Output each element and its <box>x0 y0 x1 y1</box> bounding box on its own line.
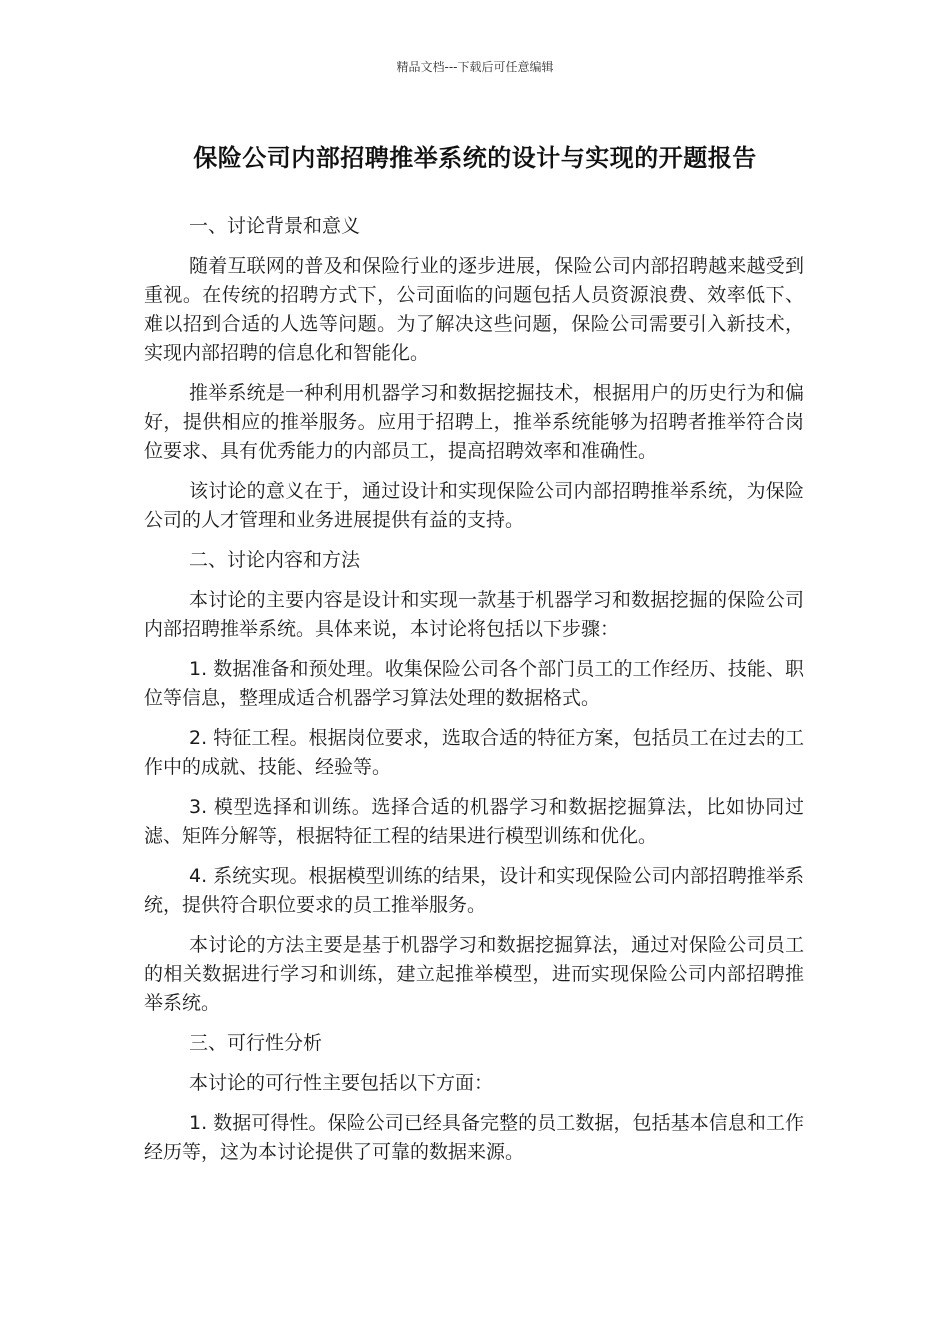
paragraph: 随着互联网的普及和保险行业的逐步进展，保险公司内部招聘越来越受到重视。在传统的招聘方式下，公司面临的问题包括人员资源浪费、效率低下、难以招到合适的人选等问题。为了解决这些问题，保险公司需要引入新技术，实现内部招聘的信息化和智能化。 <box>144 255 804 364</box>
list-item: 2. 特征工程。根据岗位要求，选取合适的特征方案，包括员工在过去的工作中的成就、技能、经验等。 <box>144 727 804 778</box>
paragraph: 本讨论的方法主要是基于机器学习和数据挖掘算法，通过对保险公司员工的相关数据进行学习和训练，建立起推举模型，进而实现保险公司内部招聘推举系统。 <box>144 934 804 1014</box>
document-title: 保险公司内部招聘推举系统的设计与实现的开题报告 <box>193 144 757 172</box>
paragraph: 推举系统是一种利用机器学习和数据挖掘技术，根据用户的历史行为和偏好，提供相应的推举服务。应用于招聘上，推举系统能够为招聘者推举符合岗位要求、具有优秀能力的内部员工，提高招聘效率和准确性。 <box>144 382 804 462</box>
list-item: 3. 模型选择和训练。选择合适的机器学习和数据挖掘算法，比如协同过滤、矩阵分解等，根据特征工程的结果进行模型训练和优化。 <box>144 796 804 847</box>
list-item: 1. 数据准备和预处理。收集保险公司各个部门员工的工作经历、技能、职位等信息，整理成适合机器学习算法处理的数据格式。 <box>144 658 804 709</box>
section-heading: 三、可行性分析 <box>189 1032 323 1054</box>
list-item: 1. 数据可得性。保险公司已经具备完整的员工数据，包括基本信息和工作经历等，这为本讨论提供了可靠的数据来源。 <box>144 1112 804 1163</box>
paragraph: 该讨论的意义在于，通过设计和实现保险公司内部招聘推举系统，为保险公司的人才管理和业务进展提供有益的支持。 <box>144 480 804 531</box>
header-note: 精品文档---下载后可任意编辑 <box>396 60 554 74</box>
section-heading: 二、讨论内容和方法 <box>189 549 361 571</box>
section-heading: 一、讨论背景和意义 <box>189 215 361 237</box>
document-body <box>144 212 804 1178</box>
paragraph: 本讨论的主要内容是设计和实现一款基于机器学习和数据挖掘的保险公司内部招聘推举系统。具体来说，本讨论将包括以下步骤： <box>144 589 804 640</box>
list-item: 4. 系统实现。根据模型训练的结果，设计和实现保险公司内部招聘推举系统，提供符合职位要求的员工推举服务。 <box>144 865 804 916</box>
paragraph: 本讨论的可行性主要包括以下方面： <box>189 1072 494 1094</box>
